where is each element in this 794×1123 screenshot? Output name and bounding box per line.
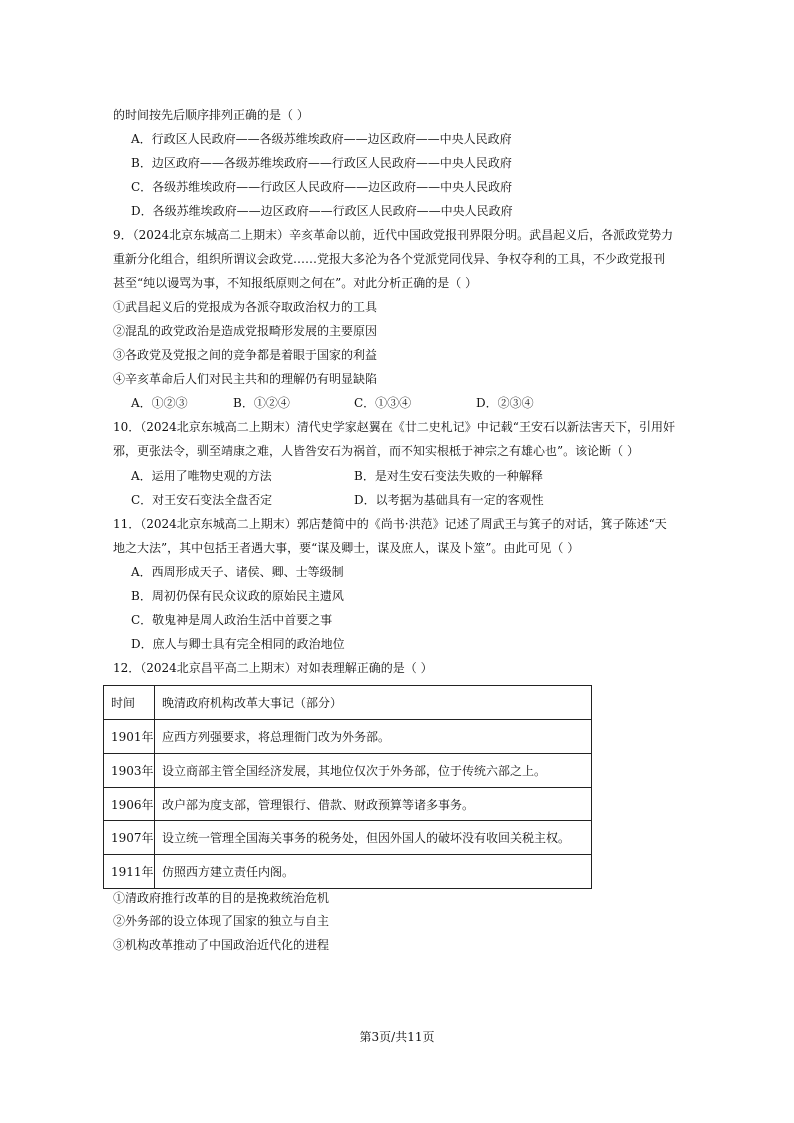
q11-stem-line-1: 11．（2024北京东城高二上期末）郭店楚简中的《尚书·洪范》记述了周武王与箕子的对话，箕子陈述“天 [113,517,667,531]
table-cell-event: 改户部为度支部，管理银行、借款、财政预算等诸多事务。 [155,788,592,821]
table-cell-event: 设立统一管理全国海关事务的税务处，但因外国人的破坏没有收回关税主权。 [155,821,592,855]
reform-table [103,685,592,889]
q8-option-d: D．各级苏维埃政府——边区政府——行政区人民政府——中央人民政府 [131,204,513,218]
q11-option-c: C．敬鬼神是周人政治生活中首要之事 [131,613,333,627]
table-cell-year: 1903年 [104,754,155,788]
table-cell-event: 设立商部主管全国经济发展，其地位仅次于外务部，位于传统六部之上。 [155,754,592,788]
table-header-time: 时间 [104,686,155,720]
table-row [104,754,592,788]
q9-item-3: ③各政党及党报之间的竞争都是着眼于国家的利益 [113,348,378,362]
q9-option-a: A．①②③ [131,396,188,410]
q11-stem-line-2: 地之大法”，其中包括王者遇大事，要“谋及卿士，谋及庶人，谋及卜筮”。由此可见（ ） [113,541,580,555]
q12-stem: 12．（2024北京昌平高二上期末）对如表理解正确的是（ ） [113,661,433,675]
table-row [104,821,592,855]
q9-option-d: D．②③④ [476,396,534,410]
q12-item-2: ②外务部的设立体现了国家的独立与自主 [113,914,330,928]
q10-option-d: D．以考据为基础具有一定的客观性 [354,493,544,507]
q8-option-a: A．行政区人民政府——各级苏维埃政府——边区政府——中央人民政府 [131,132,512,146]
q9-item-2: ②混乱的政党政治是造成党报畸形发展的主要原因 [113,324,378,338]
q8-option-c: C．各级苏维埃政府——行政区人民政府——边区政府——中央人民政府 [131,180,513,194]
table-cell-event: 仿照西方建立责任内阁。 [155,855,592,889]
q12-item-1: ①清政府推行改革的目的是挽救统治危机 [113,891,330,905]
table-cell-event: 应西方列强要求，将总理衙门改为外务部。 [155,720,592,754]
q10-option-c: C．对王安石变法全盘否定 [131,493,273,507]
table-cell-year: 1901年 [104,720,155,754]
table-cell-year: 1906年 [104,788,155,821]
q11-option-a: A．西周形成天子、诸侯、卿、士等级制 [131,565,344,579]
table-row [104,788,592,821]
q12-item-3: ③机构改革推动了中国政治近代化的进程 [113,938,330,952]
q8-stem-continued: 的时间按先后顺序排列正确的是（ ） [113,108,309,122]
q8-option-b: B．边区政府——各级苏维埃政府——行政区人民政府——中央人民政府 [131,156,512,170]
q10-option-a: A．运用了唯物史观的方法 [131,469,272,483]
q9-option-b: B．①②④ [233,396,290,410]
q9-stem-line-2: 重新分化组合，组织所谓议会政党……党报大多沦为各个党派党同伐异、争权夺利的工具，不少政党报刊 [113,252,666,266]
table-row [104,855,592,889]
table-header-event: 晚清政府机构改革大事记（部分） [155,686,592,720]
table-row [104,720,592,754]
q11-option-d: D．庶人与卿士具有完全相同的政治地位 [131,637,345,651]
q10-stem-line-1: 10．（2024北京东城高二上期末）清代史学家赵翼在《廿二史札记》中记载“王安石以新法害天下，引用奸 [113,420,675,434]
q9-option-c: C．①③④ [354,396,412,410]
q9-item-4: ④辛亥革命后人们对民主共和的理解仍有明显缺陷 [113,372,378,386]
q11-option-b: B．周初仍保有民众议政的原始民主遗风 [131,589,344,603]
table-cell-year: 1911年 [104,855,155,889]
q9-item-1: ①武昌起义后的党报成为各派夺取政治权力的工具 [113,300,378,314]
page-footer: 第3页/共11页 [359,1030,435,1044]
q10-stem-line-2: 邪，更张法令，驯至靖康之难，人皆咎安石为祸首，而不知实根柢于神宗之有雄心也”。该论断（ ） [113,444,639,458]
table-header-row [104,686,592,720]
q9-stem-line-3: 甚至“纯以谩骂为事，不知报纸原则之何在”。对此分析正确的是（ ） [113,276,478,290]
q10-option-b: B．是对生安石变法失败的一种解释 [354,469,543,483]
q9-stem-line-1: 9．（2024北京东城高二上期末）辛亥革命以前，近代中国政党报刊界限分明。武昌起义后，各派政党势力 [113,228,674,242]
table-cell-year: 1907年 [104,821,155,855]
